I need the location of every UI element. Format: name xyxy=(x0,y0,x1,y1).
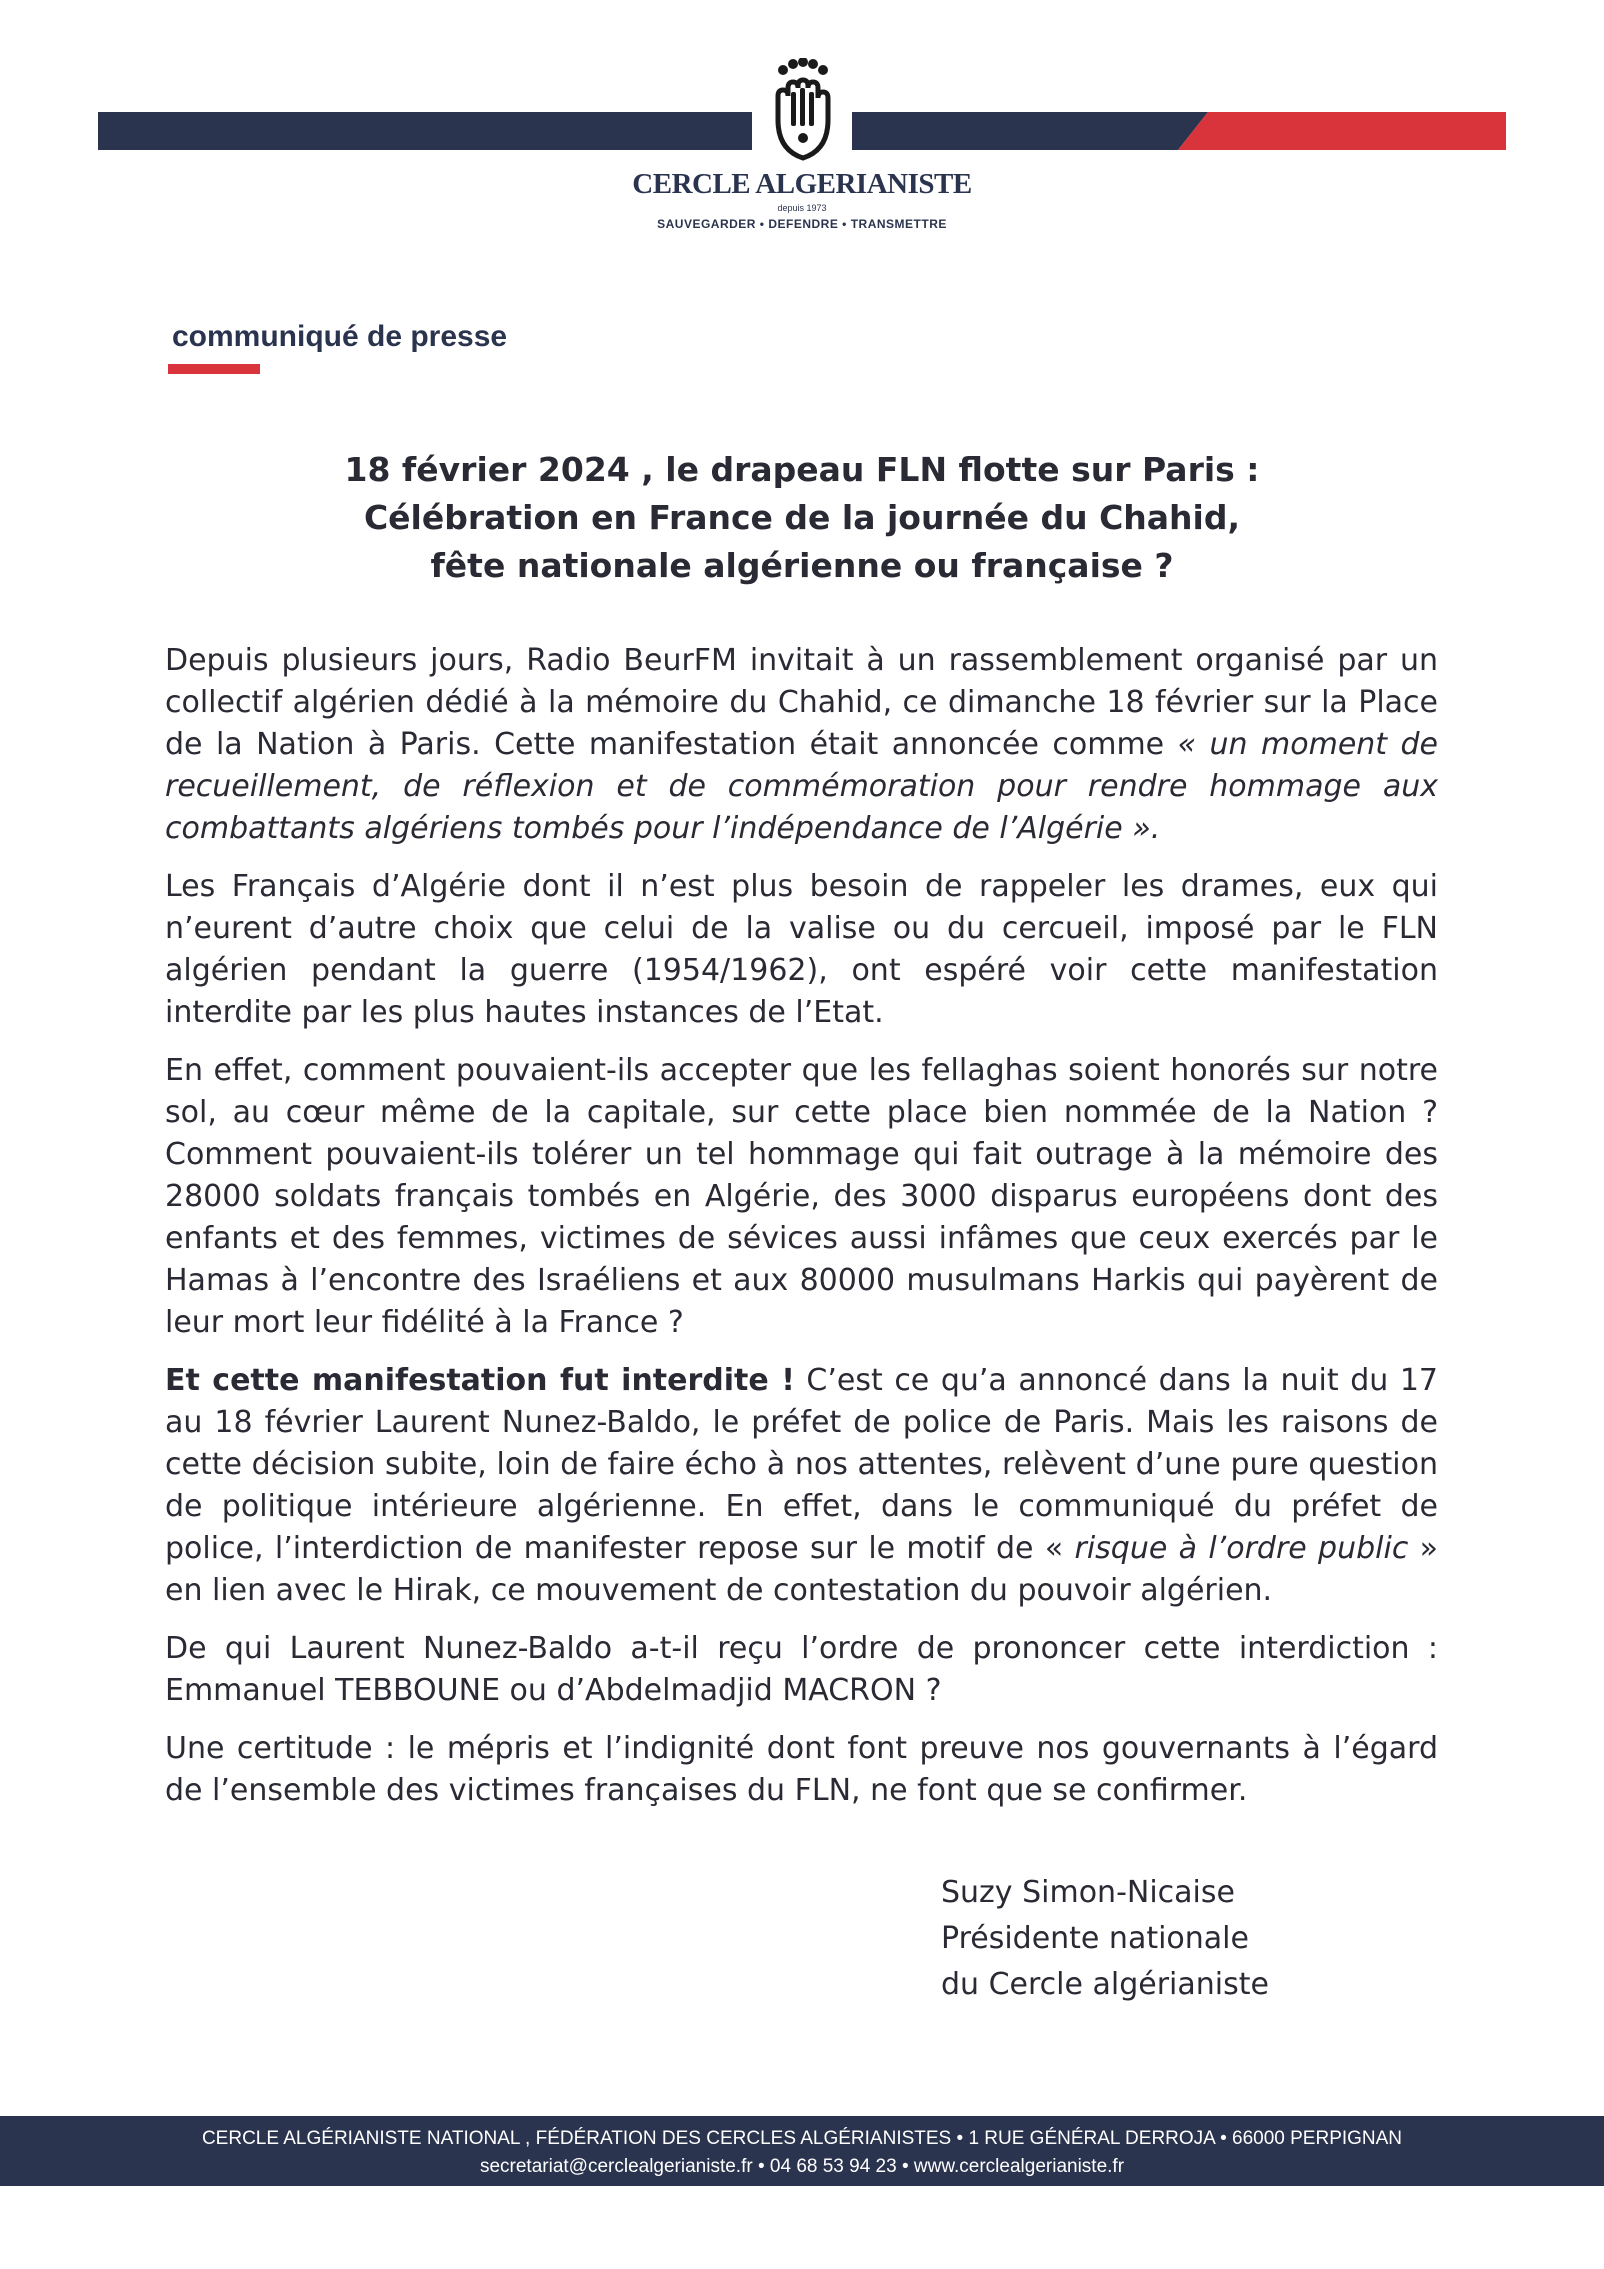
org-since: depuis 1973 xyxy=(777,203,827,213)
footer xyxy=(0,2116,1604,2186)
paragraph-4-text-b: » en lien avec le Hirak, ce mouvement de contestation du pouvoir algérien. xyxy=(165,1531,1439,1608)
paragraph-4-text-a: C’est ce qu’a annoncé dans la nuit du 17 au 18 février Laurent Nunez-Baldo, le préfet de police de Paris. Mais les raisons de cette décision subite, loin de faire écho à nos attentes, relèvent d’une pure question de politique intérieure algérienne. En effet, dans le communiqué du préfet de police, l’interdiction de manifester repose sur le motif de « xyxy=(165,1363,1438,1566)
press-label-underline xyxy=(168,364,260,374)
paragraph-5: De qui Laurent Nunez-Baldo a-t-il reçu l’ordre de prononcer cette interdiction : Emmanuel TEBBOUNE ou d’Abdelmadjid MACRON ? xyxy=(165,1631,1438,1708)
title-line-3: fête nationale algérienne ou française ? xyxy=(430,546,1174,585)
paragraph-1-quote: « un moment de recueillement, de réflexion et de commémoration pour rendre hommage aux combattants algériens tombés pour l’indépendance de l’Algérie ». xyxy=(165,727,1438,846)
signature-block xyxy=(941,1870,1269,2008)
press-label: communiqué de presse xyxy=(172,320,508,353)
hand-logo-icon xyxy=(752,58,852,168)
document-title xyxy=(200,446,1404,590)
title-line-1: 18 février 2024 , le drapeau FLN flotte sur Paris : xyxy=(344,450,1260,489)
paragraph-6: Une certitude : le mépris et l’indignité dont font preuve nos gouvernants à l’égard de l’ensemble des victimes françaises du FLN, ne font que se confirmer. xyxy=(165,1731,1438,1808)
header-band-navy xyxy=(98,112,1208,150)
header-band-red xyxy=(1178,112,1506,150)
title-line-2: Célébration en France de la journée du Chahid, xyxy=(363,498,1241,537)
paragraph-4-bold: Et cette manifestation fut interdite ! xyxy=(165,1363,795,1398)
paragraph-4 xyxy=(165,1360,1438,1612)
org-name: CERCLE ALGERIANISTE xyxy=(632,168,972,200)
org-motto: SAUVEGARDER • DEFENDRE • TRANSMETTRE xyxy=(657,217,947,231)
signature-role-1: Présidente nationale xyxy=(941,1921,1249,1956)
paragraph-1-text: Depuis plusieurs jours, Radio BeurFM invitait à un rassemblement organisé par un collectif algérien dédié à la mémoire du Chahid, ce dimanche 18 février sur la Place de la Nation à Paris. Cette manifestation était annoncée comme xyxy=(165,643,1438,762)
paragraph-1 xyxy=(165,640,1438,850)
footer-contact: secretariat@cerclealgerianiste.fr • 04 68 53 94 23 • www.cerclealgerianiste.fr xyxy=(479,2156,1125,2177)
paragraph-2: Les Français d’Algérie dont il n’est plus besoin de rappeler les drames, eux qui n’eurent d’autre choix que celui de la valise ou du cercueil, imposé par le FLN algérien pendant la guerre (1954/1962), ont espéré voir cette manifestation interdite par les plus hautes instances de l’Etat. xyxy=(165,869,1438,1030)
paragraph-4-emphasis: risque à l’ordre public xyxy=(1074,1531,1409,1566)
signature-role-2: du Cercle algérianiste xyxy=(941,1967,1269,2002)
paragraph-3: En effet, comment pouvaient-ils accepter que les fellaghas soient honorés sur notre sol, au cœur même de la capitale, sur cette place bien nommée de la Nation ? Comment pouvaient-ils tolérer un tel hommage qui fait outrage à la mémoire des 28000 soldats français tombés en Algérie, des 3000 disparus européens dont des enfants et des femmes, victimes de sévices aussi infâmes que ceux exercés par le Hamas à l’encontre des Israéliens et aux 80000 musulmans Harkis qui payèrent de leur mort leur fidélité à la France ? xyxy=(165,1053,1438,1340)
footer-address: CERCLE ALGÉRIANISTE NATIONAL , FÉDÉRATION DES CERCLES ALGÉRIANISTES • 1 RUE GÉNÉRAL DERROJA • 66000 PERPIGNAN xyxy=(201,2128,1403,2149)
brand-block xyxy=(500,168,1104,231)
document-body xyxy=(165,640,1438,1828)
signature-name: Suzy Simon-Nicaise xyxy=(941,1875,1235,1910)
